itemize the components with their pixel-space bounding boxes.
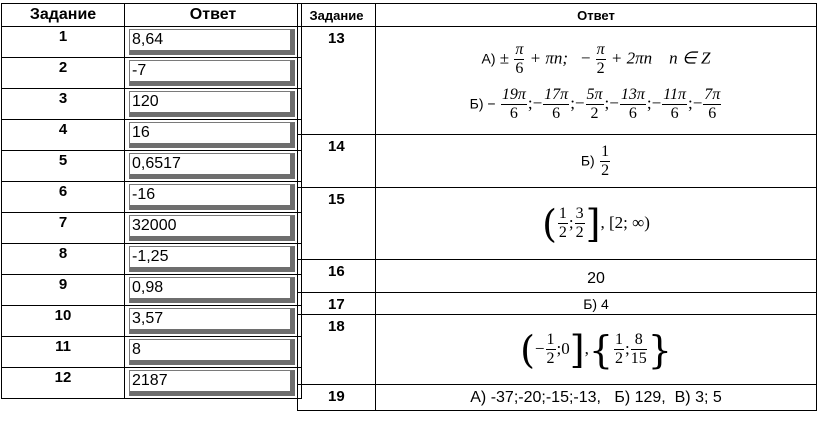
header-answer: Ответ [376,4,817,27]
right-brace: } [647,327,672,372]
table-row [298,315,817,385]
numerator: 1 [546,331,555,348]
task-number: 12 [2,368,125,399]
plus-minus: ± [499,47,510,67]
answer-cell: А) -37;-20;-15;-13, Б) 129, В) 3; 5 [376,385,817,411]
numerator: 1 [558,205,567,222]
answer-box: 3,57 [129,308,295,334]
numerator: 5π [586,85,603,103]
separator: ;− [570,92,585,112]
answer-box: 0,98 [129,277,295,303]
answer-cell [125,306,302,337]
answers-table-left [1,3,302,399]
left-paren: ( [542,201,557,246]
task-number: 14 [298,135,376,188]
task-number: 19 [298,385,376,411]
table-row [298,135,817,188]
task-number: 18 [298,315,376,385]
answer-box: 2187 [129,370,295,396]
answer-box: 8,64 [129,29,295,55]
denominator: 6 [670,104,679,122]
answer-part-a [376,41,816,78]
answer-cell [125,213,302,244]
answer-cell [376,188,817,260]
part-label: Б) [580,152,595,169]
fraction [596,41,606,78]
answer-part-b [376,86,816,123]
answer-box: 8 [129,339,295,365]
fraction [620,86,646,123]
numerator: 1 [601,142,610,160]
task-number: 3 [2,89,125,120]
answer-box: 120 [129,91,295,117]
separator: ;0 [556,338,570,358]
numerator: π [515,40,524,58]
numerator: π [596,40,605,58]
fraction [614,331,624,368]
denominator: 2 [546,350,555,367]
denominator: 2 [590,104,599,122]
answer-cell [125,120,302,151]
table-row [2,120,302,151]
table-row [2,275,302,306]
answer-cell [125,337,302,368]
term: + πn; [529,47,569,67]
table-row [298,293,817,315]
fraction [543,86,569,123]
task-number: 11 [2,337,125,368]
answer-cell [125,244,302,275]
comma: , [584,338,589,358]
answer-cell [125,275,302,306]
fraction [586,86,604,123]
task-number: 17 [298,293,376,315]
answer-cell [376,315,817,385]
table-row [2,151,302,182]
table-row [2,337,302,368]
denominator: 6 [628,104,637,122]
task-number: 7 [2,213,125,244]
task-number: 9 [2,275,125,306]
denominator: 6 [552,104,561,122]
task-number: 2 [2,58,125,89]
fraction [514,41,524,78]
table-row [2,244,302,275]
answers-table-right [297,3,817,411]
table-row [2,58,302,89]
denominator: 15 [630,350,647,367]
minus: − [534,338,545,358]
task-number: 16 [298,260,376,293]
numerator: 11π [663,85,686,103]
numerator: 1 [615,331,623,348]
fraction [501,86,527,123]
denominator: 6 [509,104,518,122]
task-number: 6 [2,182,125,213]
fraction [600,143,610,180]
right-bracket: ] [569,327,585,372]
left-paren: ( [520,327,535,372]
fraction [546,331,556,368]
answer-cell [125,151,302,182]
answer-box: 0,6517 [129,153,295,179]
table-row [2,89,302,120]
separator: ; [568,212,574,232]
header-task: Задание [2,4,125,27]
domain: n ∈ Z [669,47,711,67]
numerator: 17π [544,85,569,103]
answer-cell: 20 [376,260,817,293]
table-row [2,182,302,213]
fraction [662,86,687,123]
answer-cell: Б) 4 [376,293,817,315]
fraction [558,205,568,242]
task-number: 8 [2,244,125,275]
answer-cell [376,27,817,135]
task-number: 15 [298,188,376,260]
part-label: Б) − [469,94,496,111]
task-number: 13 [298,27,376,135]
numerator: 3 [575,205,584,222]
numerator: 8 [631,331,647,350]
answer-cell [125,89,302,120]
answer-box: 32000 [129,215,295,241]
header-answer: Ответ [125,4,302,27]
minus: − [580,47,591,67]
separator: ;− [687,92,703,112]
fraction [631,331,647,368]
denominator: 2 [596,59,605,77]
table-row [298,188,817,260]
denominator: 2 [575,224,584,241]
numerator: 7π [704,85,721,103]
table-row [298,27,817,135]
denominator: 6 [515,59,524,77]
answer-box: -16 [129,184,295,210]
table-row [2,368,302,399]
answer-box: -7 [129,60,295,86]
task-number: 10 [2,306,125,337]
answer-cell [125,27,302,58]
right-bracket: ] [585,201,601,246]
table-row [298,260,817,293]
numerator: 13π [620,85,645,103]
fraction [703,86,721,123]
table-row [2,213,302,244]
answer-cell [125,368,302,399]
denominator: 2 [615,350,623,367]
answer-cell [125,58,302,89]
part-label: А) [481,49,496,66]
fraction [575,205,585,242]
answer-cell [125,182,302,213]
header-task: Задание [298,4,376,27]
left-brace: { [588,327,613,372]
term: + 2πn [610,47,653,67]
numerator: 19π [501,85,526,103]
task-number: 1 [2,27,125,58]
separator: ;− [527,92,543,112]
denominator: 6 [708,104,717,122]
task-number: 5 [2,151,125,182]
task-number: 4 [2,120,125,151]
denominator: 2 [558,224,567,241]
table-row [2,306,302,337]
table-row [2,27,302,58]
table-row [298,385,817,411]
answer-box: 16 [129,122,295,148]
answer-cell [376,135,817,188]
separator: ;− [604,92,619,112]
separator: ; [625,338,630,358]
separator: ;− [646,92,662,112]
denominator: 2 [601,161,610,179]
interval: , [2; ∞) [600,212,650,232]
answer-box: -1,25 [129,246,295,272]
